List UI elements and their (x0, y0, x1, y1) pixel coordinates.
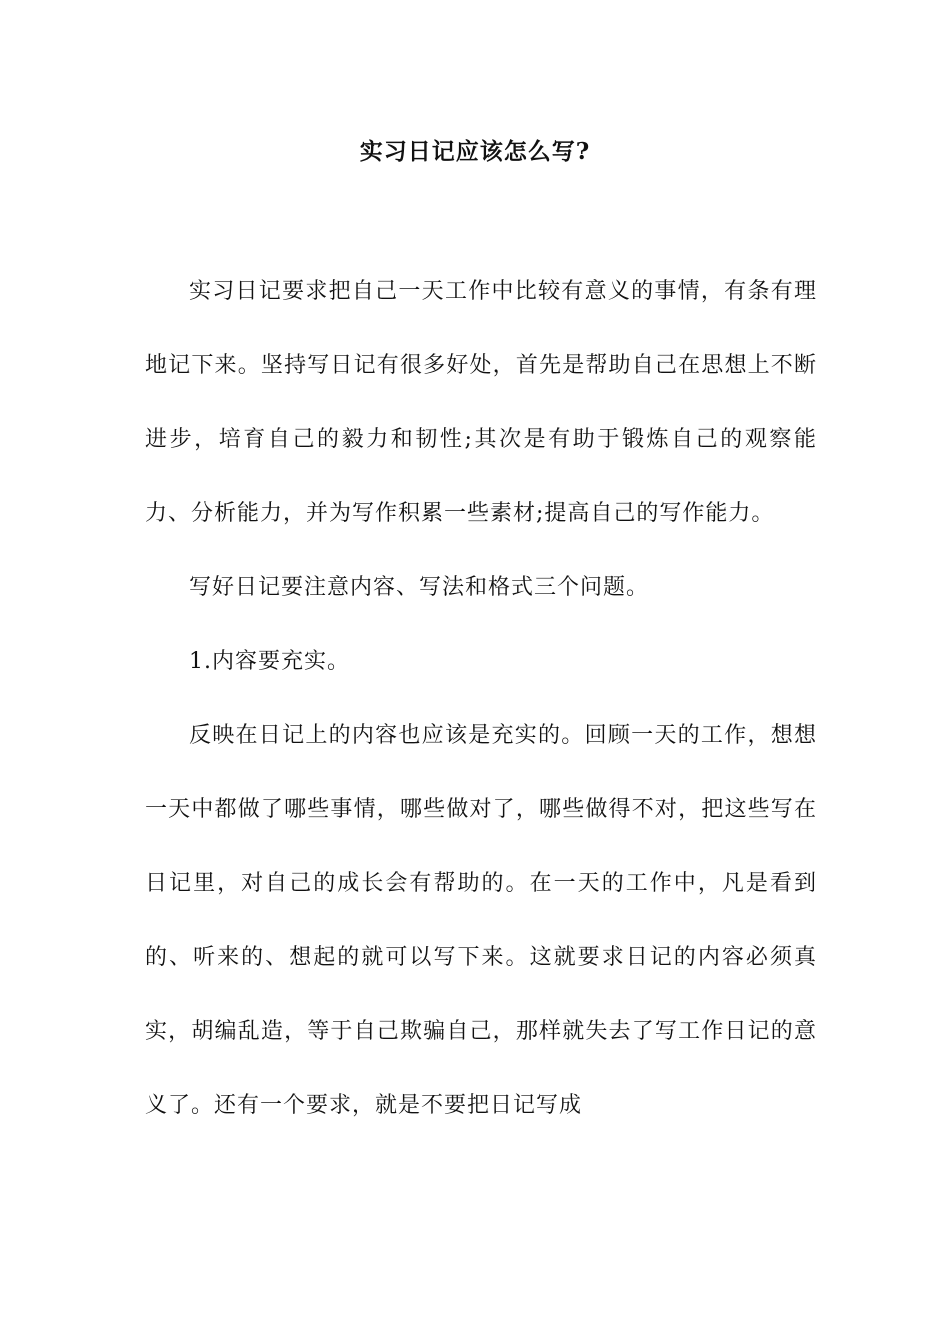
paragraph-content-detail: 反映在日记上的内容也应该是充实的。回顾一天的工作，想想一天中都做了哪些事情，哪些做对了，哪些做得不对，把这些写在日记里，对自己的成长会有帮助的。在一天的工作中，凡是看到的、听来的、想起的就可以写下来。这就要求日记的内容必须真实，胡编乱造，等于自己欺骗自己，那样就失去了写工作日记的意义了。还有一个要求，就是不要把日记写成 (145, 723, 817, 1118)
paragraph-intro: 实习日记要求把自己一天工作中比较有意义的事情，有条有理地记下来。坚持写日记有很多好处，首先是帮助自己在思想上不断进步，培育自己的毅力和韧性;其次是有助于锻炼自己的观察能力、分析能力，并为写作积累一些素材;提高自己的写作能力。 (145, 279, 817, 526)
document-title: 实习日记应该怎么写? (359, 138, 591, 165)
paragraph-three-issues: 写好日记要注意内容、写法和格式三个问题。 (189, 575, 650, 600)
paragraph-heading-content: 1.内容要充实。 (189, 649, 350, 674)
document-body (145, 255, 817, 1143)
